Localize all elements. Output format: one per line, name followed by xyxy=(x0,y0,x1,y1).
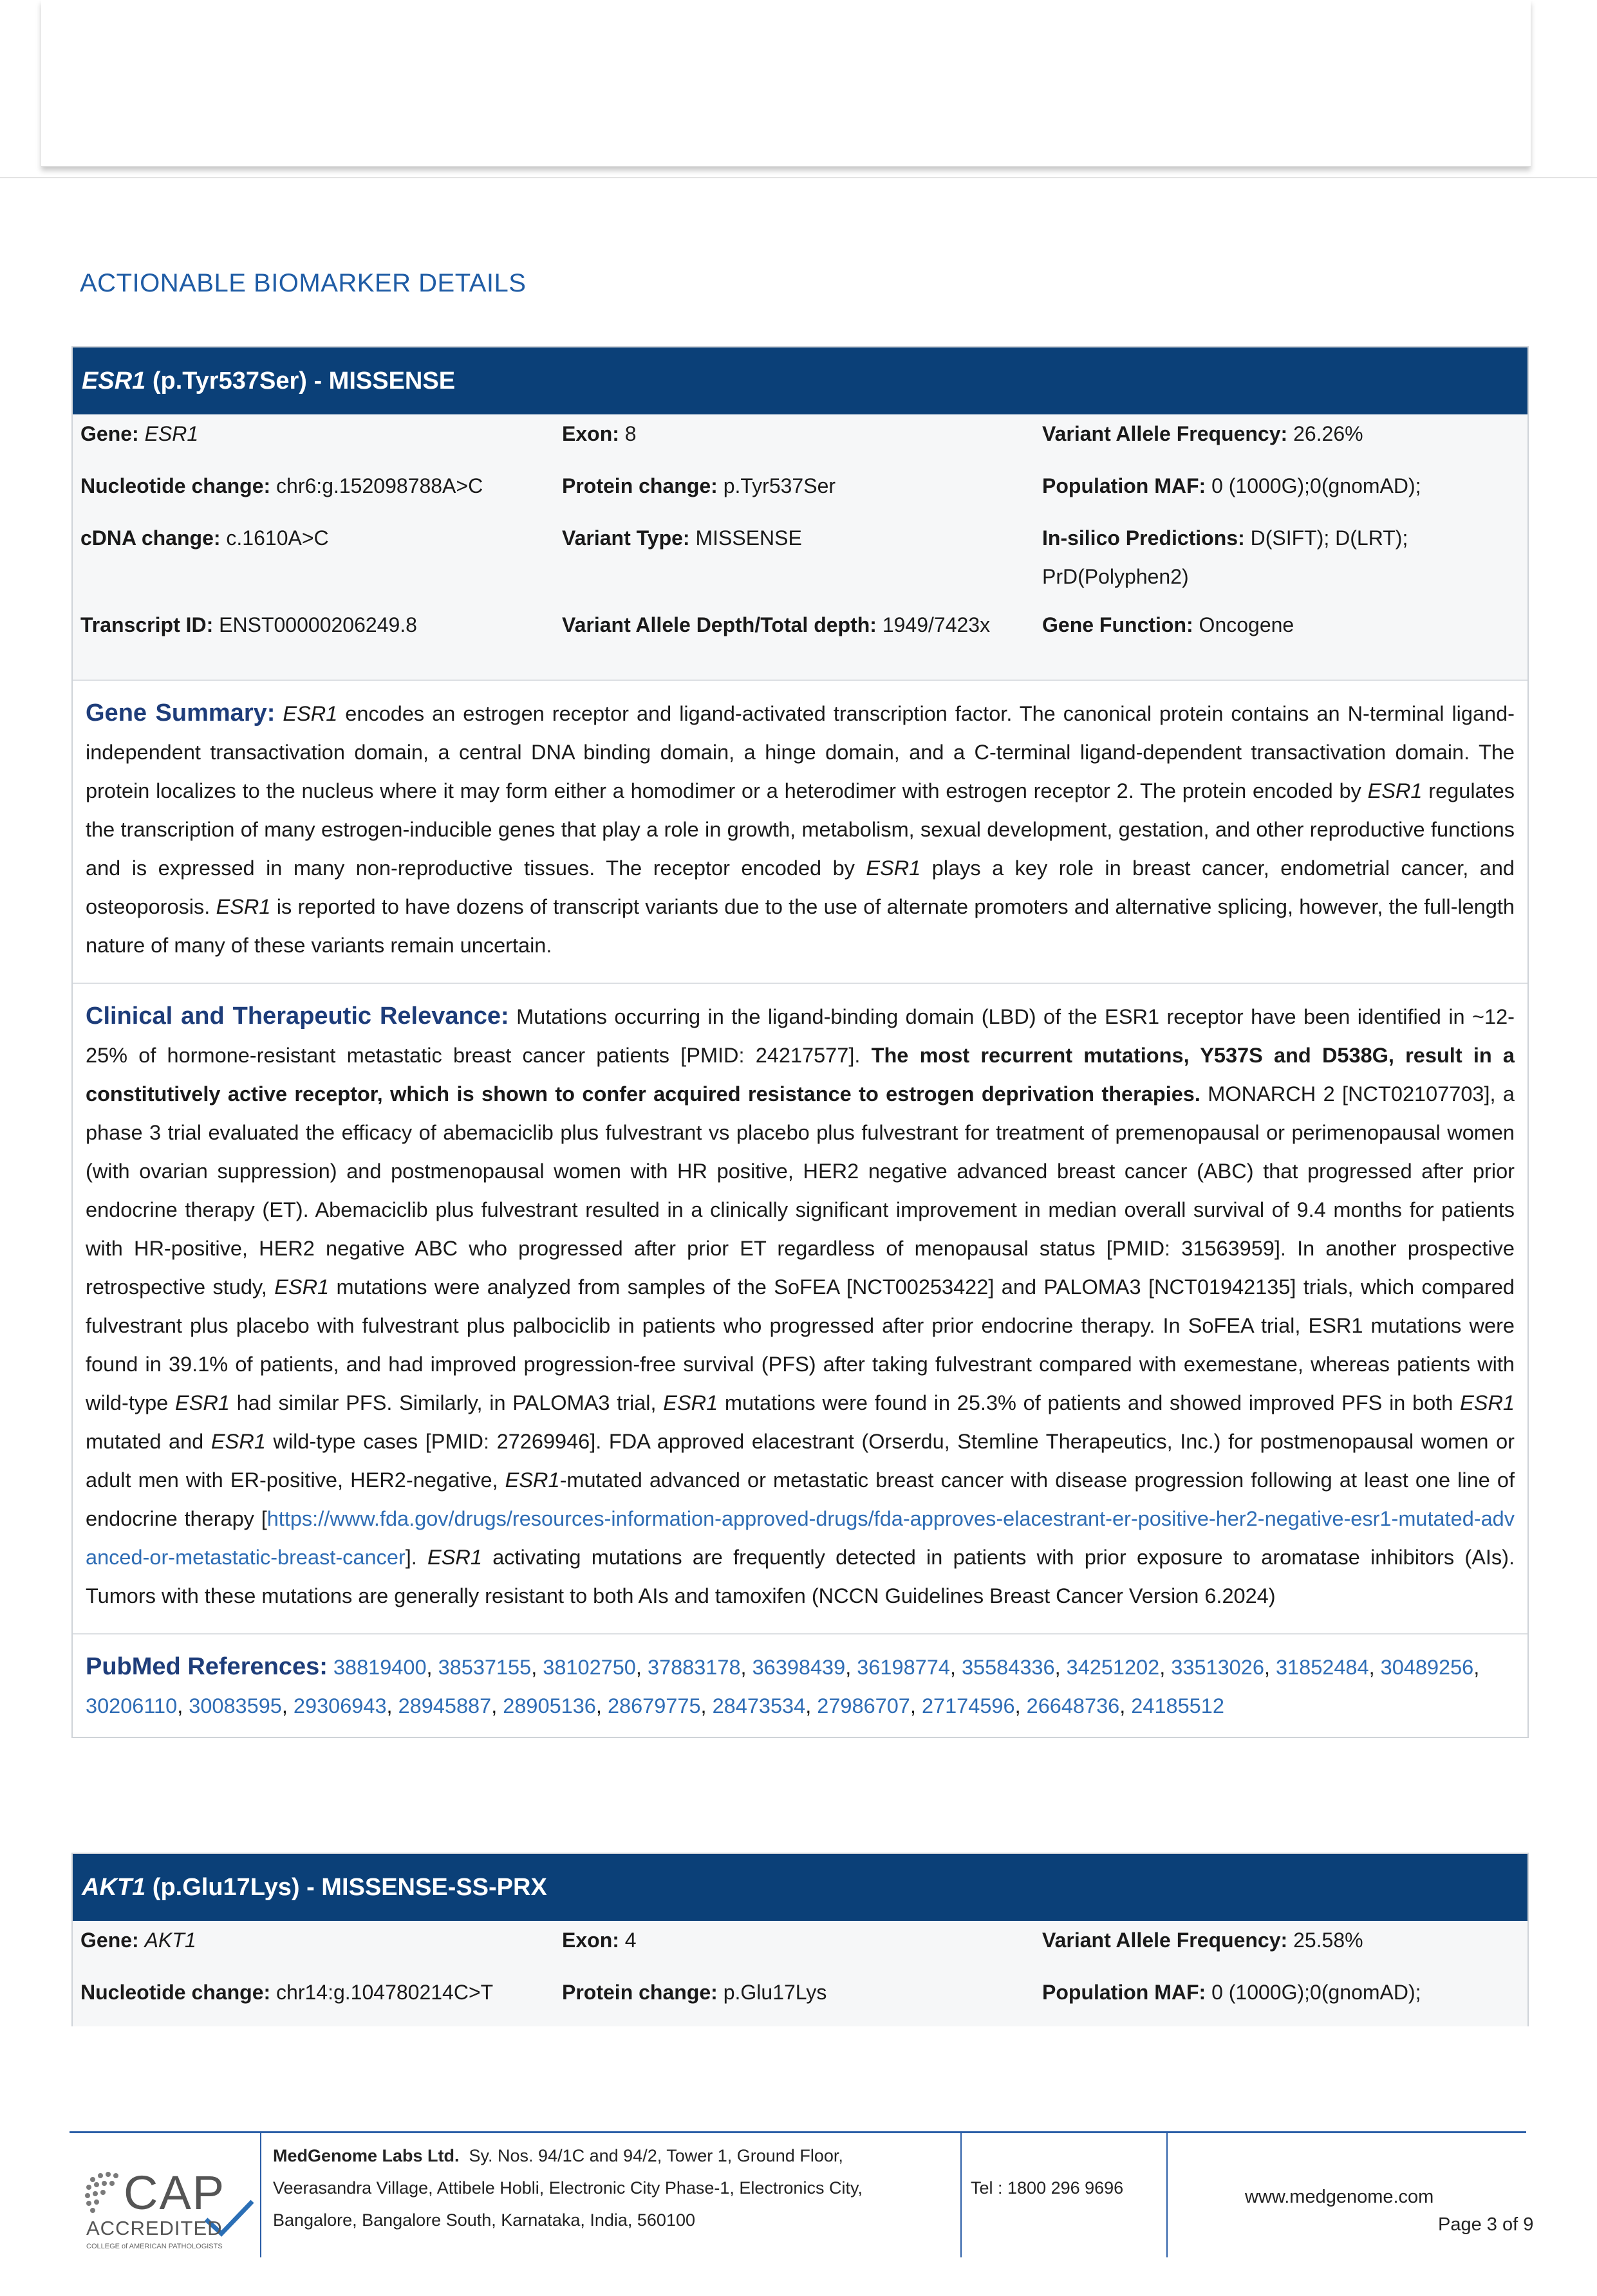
pubmed-link[interactable]: 29306943 xyxy=(293,1694,387,1717)
pubmed-link[interactable]: 28905136 xyxy=(503,1694,596,1717)
pubmed-link[interactable]: 24185512 xyxy=(1131,1694,1224,1717)
footer-telephone: Tel : 1800 296 9696 xyxy=(971,2178,1124,2198)
footer-divider xyxy=(70,2131,1526,2133)
pubmed-link[interactable]: 35584336 xyxy=(961,1656,1055,1679)
footer-address: MedGenome Labs Ltd. Sy. Nos. 94/1C and 94/2, Tower 1, Ground Floor, Veerasandra Village, Attibele Hobli, Electronic City Phase-1, Electronics City, Bangalore, Bangalore South, Karnataka, India, 560100 xyxy=(273,2146,863,2230)
nucleotide-change-field: Nucleotide change: chr6:g.152098788A>C xyxy=(80,474,483,497)
footer-separator xyxy=(1166,2133,1168,2257)
pubmed-link[interactable]: 30489256 xyxy=(1380,1656,1474,1679)
variant-details xyxy=(73,414,1527,681)
gene-summary-title: Gene Summary: xyxy=(86,699,276,727)
pubmed-link[interactable]: 36198774 xyxy=(857,1656,950,1679)
biomarker-card-esr1 xyxy=(71,346,1529,1738)
clinical-relevance-title: Clinical and Therapeutic Relevance: xyxy=(86,1003,509,1030)
biomarker-card-akt1 xyxy=(71,1853,1529,2026)
pubmed-link[interactable]: 33513026 xyxy=(1171,1656,1264,1679)
cdna-change-field: cDNA change: c.1610A>C xyxy=(80,526,329,550)
cap-logo xyxy=(80,2133,260,2257)
pubmed-link[interactable]: 28473534 xyxy=(712,1694,806,1717)
section-title: ACTIONABLE BIOMARKER DETAILS xyxy=(80,269,527,297)
pubmed-link[interactable]: 30206110 xyxy=(86,1694,178,1717)
pubmed-link[interactable]: 31852484 xyxy=(1275,1656,1369,1679)
vaf-field: Variant Allele Frequency: 25.58% xyxy=(1042,1929,1363,1952)
variant-title: (p.Tyr537Ser) - MISSENSE xyxy=(145,367,456,394)
pubmed-references xyxy=(73,1634,1527,1737)
pubmed-link[interactable]: 38102750 xyxy=(543,1656,636,1679)
pubmed-link[interactable]: 37883178 xyxy=(647,1656,741,1679)
transcript-id-field: Transcript ID: ENST00000206249.8 xyxy=(80,613,417,636)
vaf-field: Variant Allele Frequency: 26.26% xyxy=(1042,422,1363,445)
pubmed-link[interactable]: 38537155 xyxy=(438,1656,532,1679)
website-link[interactable]: www.medgenome.com xyxy=(1245,2187,1434,2207)
variant-title: (p.Glu17Lys) - MISSENSE-SS-PRX xyxy=(145,1874,547,1901)
pubmed-link[interactable]: 38819400 xyxy=(333,1656,427,1679)
biomarker-card-header xyxy=(73,347,1527,414)
pubmed-link[interactable]: 26648736 xyxy=(1026,1694,1120,1717)
variant-type-field: Variant Type: MISSENSE xyxy=(562,526,802,550)
pubmed-link[interactable]: 27986707 xyxy=(817,1694,910,1717)
header-divider xyxy=(0,177,1597,178)
cap-logo-main: CAP xyxy=(124,2166,226,2219)
gene-field: Gene: AKT1 xyxy=(80,1929,196,1952)
variant-details xyxy=(73,1921,1527,2026)
pubmed-title: PubMed References: xyxy=(86,1653,328,1680)
pubmed-id-list: 38819400, 38537155, 38102750, 37883178, 36398439, 36198774, 35584336, 34251202, 33513026, 31852484, 30489256, 30206110, 30083595, 29306943, 28945887, 28905136, 28679775, 28473534, 27986707, 27174596, 26648736, 24185512 xyxy=(86,1656,1480,1717)
gene-name: ESR1 xyxy=(82,367,146,394)
gene-function-field: Gene Function: Oncogene xyxy=(1042,613,1294,636)
pubmed-link[interactable]: 34251202 xyxy=(1066,1656,1160,1679)
cap-logo-sub: ACCREDITED xyxy=(86,2217,223,2239)
insilico-predictions-field: In-silico Predictions: D(SIFT); D(LRT); PrD(Polyphen2) xyxy=(1042,526,1408,588)
pubmed-link[interactable]: 36398439 xyxy=(752,1656,846,1679)
page-header-area xyxy=(41,0,1531,167)
population-maf-field: Population MAF: 0 (1000G);0(gnomAD); xyxy=(1042,1981,1421,2004)
protein-change-field: Protein change: p.Tyr537Ser xyxy=(562,474,836,497)
footer-separator xyxy=(960,2133,962,2257)
pubmed-link[interactable]: 28945887 xyxy=(398,1694,492,1717)
company-name: MedGenome Labs Ltd. xyxy=(273,2146,460,2165)
exon-field: Exon: 8 xyxy=(562,422,637,445)
protein-change-field: Protein change: p.Glu17Lys xyxy=(562,1981,827,2004)
pubmed-link[interactable]: 30083595 xyxy=(189,1694,282,1717)
fda-link[interactable]: https://www.fda.gov/drugs/resources-information-approved-drugs/fda-approves-elacestrant-er-positive-her2-negative-esr1-mutated-advanced-or-metastatic-breast-cancer xyxy=(86,1507,1515,1569)
pubmed-link[interactable]: 27174596 xyxy=(921,1694,1015,1717)
pubmed-link[interactable]: 28679775 xyxy=(607,1694,701,1717)
gene-summary: Gene Summary: ESR1 encodes an estrogen receptor and ligand-activated transcription factor. The canonical protein contains an N-terminal ligand-independent transactivation domain, a central DNA binding domain, a hinge domain, and a C-terminal ligand-dependent transactivation domain. The protein localizes to the nucleus where it may form either a homodimer or a heterodimer with estrogen receptor 2. The protein encoded by ESR1 regulates the transcription of many estrogen-inducible genes that play a role in growth, metabolism, sexual development, gestation, and other reproductive functions and is expressed in many non-reproductive tissues. The receptor encoded by ESR1 plays a key role in breast cancer, endometrial cancer, and osteoporosis. ESR1 is reported to have dozens of transcript variants due to the use of alternate promoters and alternative splicing, however, the full-length nature of many of these variants remain uncertain. xyxy=(86,699,1515,957)
gene-field: Gene: ESR1 xyxy=(80,422,199,445)
cap-logo-small: COLLEGE of AMERICAN PATHOLOGISTS xyxy=(86,2243,223,2250)
footer-separator xyxy=(260,2133,261,2257)
gene-name: AKT1 xyxy=(82,1874,146,1901)
biomarker-card-header xyxy=(73,1854,1527,1921)
clinical-relevance: Clinical and Therapeutic Relevance: Mutations occurring in the ligand-binding domain (LBD) of the ESR1 receptor have been identified in ~12-25% of hormone-resistant metastatic breast cancer patients [PMID: 24217577]. The most recurrent mutations, Y537S and D538G, result in a constitutively active receptor, which is shown to confer acquired resistance to estrogen deprivation therapies. MONARCH 2 [NCT02107703], a phase 3 trial evaluated the efficacy of abemaciclib plus fulvestrant vs placebo plus fulvestrant for treatment of premenopausal or perimenopausal women (with ovarian suppression) and postmenopausal women with HR positive, HER2 negative advanced breast cancer (ABC) that progressed after prior endocrine therapy (ET). Abemaciclib plus fulvestrant resulted in a clinically significant improvement in median overall survival of 9.4 months for patients with HR-positive, HER2 negative ABC who progressed after prior ET regardless of menopausal status [PMID: 31563959]. In another prospective retrospective study, ESR1 mutations were analyzed from samples of the SoFEA [NCT00253422] and PALOMA3 [NCT01942135] trials, which compared fulvestrant plus placebo with fulvestrant plus palbociclib in patients who progressed after prior endocrine therapy. In SoFEA trial, ESR1 mutations were found in 39.1% of patients, and had improved progression-free survival (PFS) after taking fulvestrant compared with exemestane, whereas patients with wild-type ESR1 had similar PFS. Similarly, in PALOMA3 trial, ESR1 mutations were found in 25.3% of patients and showed improved PFS in both ESR1 mutated and ESR1 wild-type cases [PMID: 27269946]. FDA approved elacestrant (Orserdu, Stemline Therapeutics, Inc.) for postmenopausal women or adult men with ER-positive, HER2-negative, ESR1-mutated advanced or metastatic breast cancer with disease progression following at least one line of endocrine therapy [https://www.fda.gov/drugs/resources-information-approved-drugs/fda-approves-elacestrant-er-positive-her2-negative-esr1-mutated-advanced-or-metastatic-breast-cancer]. ESR1 activating mutations are frequently detected in patients with prior exposure to aromatase inhibitors (AIs). Tumors with these mutations are generally resistant to both AIs and tamoxifen (NCCN Guidelines Breast Cancer Version 6.2024) xyxy=(86,1003,1515,1607)
population-maf-field: Population MAF: 0 (1000G);0(gnomAD); xyxy=(1042,474,1421,497)
nucleotide-change-field: Nucleotide change: chr14:g.104780214C>T xyxy=(80,1981,494,2004)
exon-field: Exon: 4 xyxy=(562,1929,637,1952)
page-number: Page 3 of 9 xyxy=(1438,2214,1534,2235)
allele-depth-field: Variant Allele Depth/Total depth: 1949/7423x xyxy=(562,613,991,636)
